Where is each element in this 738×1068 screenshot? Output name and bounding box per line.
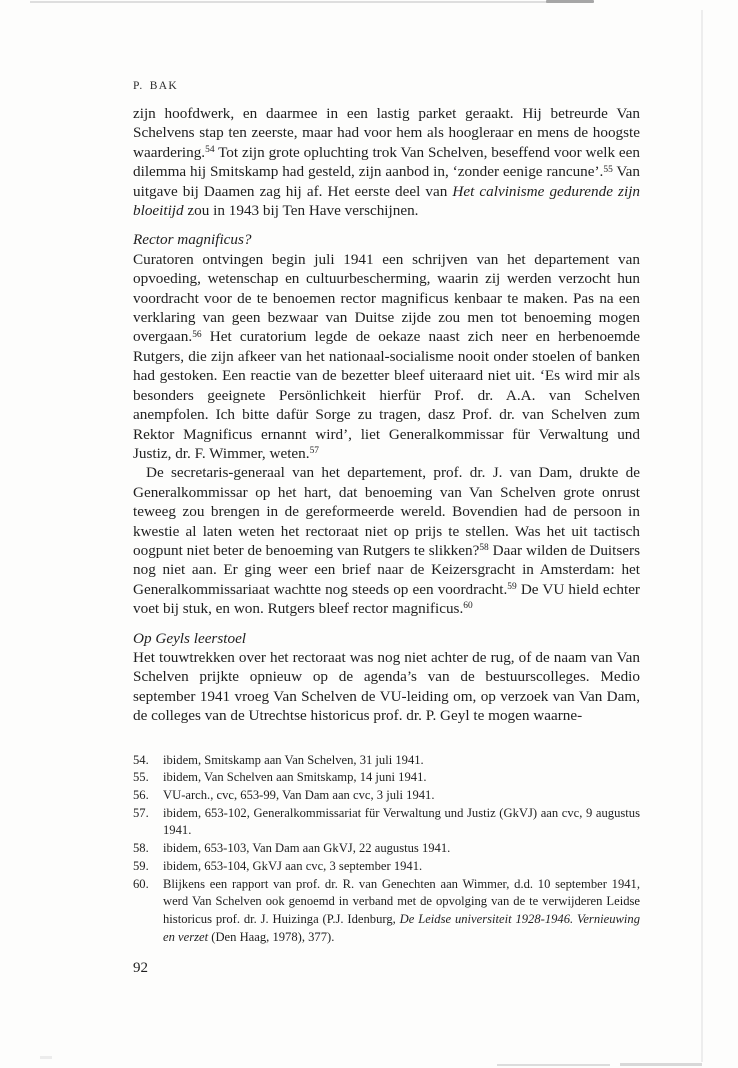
footnote-number: 54. <box>133 752 149 767</box>
footnote-ref: 59 <box>507 582 517 593</box>
text-run: (Den Haag, 1978), 377). <box>208 929 335 944</box>
footnote-ref: 60 <box>463 601 473 612</box>
text-run: Tot zijn grote opluchting trok Van Schelven, beseffend voor welk een dilemma hij Smitskamp had gesteld, zijn aanbod in, ‘zonder eenige rancune’. <box>133 143 640 181</box>
text-run: ibidem, Van Schelven aan Smitskamp, 14 juni 1941. <box>163 770 427 785</box>
footnote-ref: 56 <box>192 329 202 340</box>
text-run: Blijkens een rapport van prof. dr. R. van Genechten aan Wimmer, d.d. 10 september 1941, werd Van Schelven ook genoemd in verband met de opvolging van de te verwijderen Leidse historicus prof. dr. J. Huizinga (P.J. Idenburg, <box>163 876 640 926</box>
text-run: De VU hield echter voet bij stuk, en won. Rutgers bleef rector magnificus. <box>133 580 640 618</box>
footnotes-section <box>133 752 640 947</box>
footnote-number: 55. <box>133 770 149 785</box>
italic-text: De Leidse universiteit 1928-1946. Vernieuwing en verzet <box>163 911 640 944</box>
running-header: P. BAK <box>133 80 178 92</box>
footnote <box>133 769 640 787</box>
footnote-number: 57. <box>133 805 149 820</box>
page-number: 92 <box>133 960 148 977</box>
paragraph <box>133 104 640 220</box>
paragraph <box>133 463 640 618</box>
text-run: ibidem, Smitskamp aan Van Schelven, 31 juli 1941. <box>163 752 424 767</box>
footnote-number: 60. <box>133 876 149 891</box>
footnote <box>133 858 640 876</box>
text-run: zijn hoofdwerk, en daarmee in een lastig parket geraakt. Hij betreurde Van Schelvens stap ten zeerste, maar had voor hem als hoogleraar en mens de hoogste waardering. <box>133 105 640 161</box>
footnote <box>133 752 640 770</box>
page-content <box>133 80 640 978</box>
paragraph <box>133 250 640 463</box>
scan-edge-corner-mark <box>40 1056 52 1059</box>
text-run: ibidem, 653-102, Generalkommissariat für Verwaltung und Justiz (GkVJ) aan cvc, 9 augustus 1941. <box>163 805 640 838</box>
scan-edge-top-smudge <box>546 0 594 3</box>
footnote <box>133 840 640 858</box>
footnote <box>133 805 640 840</box>
text-run: Daar wilden de Duitsers nog niet aan. Er ging weer een brief naar de Keizersgracht in Amsterdam: het Generalkommissariaat wachtte nog steeds op een voordracht. <box>133 541 640 598</box>
paragraph <box>133 648 640 726</box>
footnote-ref: 58 <box>479 543 489 554</box>
text-run: Het touwtrekken over het rectoraat was nog niet achter de rug, of de naam van Van Schelven prijkte opnieuw op de agenda’s van de bestuurscolleges. Medio september 1941 vroeg Van Schelven de VU-leiding om, op verzoek van Van Dam, de colleges van de Utrechtse historicus prof. dr. P. Geyl te mogen waarne- <box>133 648 640 725</box>
text-run: ibidem, 653-103, Van Dam aan GkVJ, 22 augustus 1941. <box>163 841 451 856</box>
italic-text: Het calvinisme gedurende zijn bloeitijd <box>133 182 641 220</box>
footnote <box>133 876 640 947</box>
text-run: Het curatorium legde de oekaze naast zich neer en herbenoemde Rutgers, die zijn afkeer van het nationaal-socialisme nooit onder stoelen of banken had gestoken. Een reactie van de bezetter bleef uiteraard niet uit. ‘Es wird mir als besonders geeignete Persönlichkeit hierfür Prof. dr. A.A. van Schelven anempfolen. Ich bitte dafür Sorge zu tragen, dasz Prof. dr. van Schelven zum Rektor Magnificus ernannt wird’, liet Generalkommissar für Verwaltung und Justiz, dr. F. Wimmer, weten. <box>133 328 640 462</box>
scan-edge-top-line <box>30 1 586 3</box>
text-run: ibidem, 653-104, GkVJ aan cvc, 3 september 1941. <box>163 858 423 873</box>
section-heading: Op Geyls leerstoel <box>133 629 247 647</box>
footnote-ref: 57 <box>309 446 319 457</box>
footnote <box>133 787 640 805</box>
scan-page-right-edge <box>701 10 703 1062</box>
text-run: Curatoren ontvingen begin juli 1941 een schrijven van het departement van opvoeding, wetenschap en cultuurbescherming, waarin zij werden verzocht hun voordracht voor de te benoemen rector magnificus kenbaar te maken. Pas na een verklaring van geen bezwaar van Duitse zijde zou men tot benoeming mogen overgaan. <box>133 250 640 346</box>
section-heading: Rector magnificus? <box>133 231 252 249</box>
footnote-number: 58. <box>133 841 149 856</box>
footnote-number: 59. <box>133 858 149 873</box>
scan-edge-bottom-mark <box>497 1064 610 1066</box>
text-run: VU-arch., cvc, 653-99, Van Dam aan cvc, 3 juli 1941. <box>163 788 435 802</box>
text-run: De secretaris-generaal van het departement, prof. dr. J. van Dam, drukte de Generalkommissar op het hart, dat benoeming van Van Schelven grote onrust teweeg zou brengen in de gereformeerde wereld. Bovendien had de persoon in kwestie al laten weten het rectoraat niet op prijs te stellen. Was het uit tactisch oogpunt niet beter de benoeming van Rutgers te slikken? <box>133 464 640 559</box>
scan-edge-bottom-mark <box>620 1063 702 1066</box>
body-text <box>133 104 640 726</box>
text-run: zou in 1943 bij Ten Have verschijnen. <box>183 202 419 220</box>
footnote-ref: 54 <box>205 145 215 156</box>
text-run: Van uitgave bij Daamen zag hij af. Het eerste deel van <box>133 163 641 200</box>
footnote-number: 56. <box>133 788 149 802</box>
footnote-ref: 55 <box>603 164 613 175</box>
